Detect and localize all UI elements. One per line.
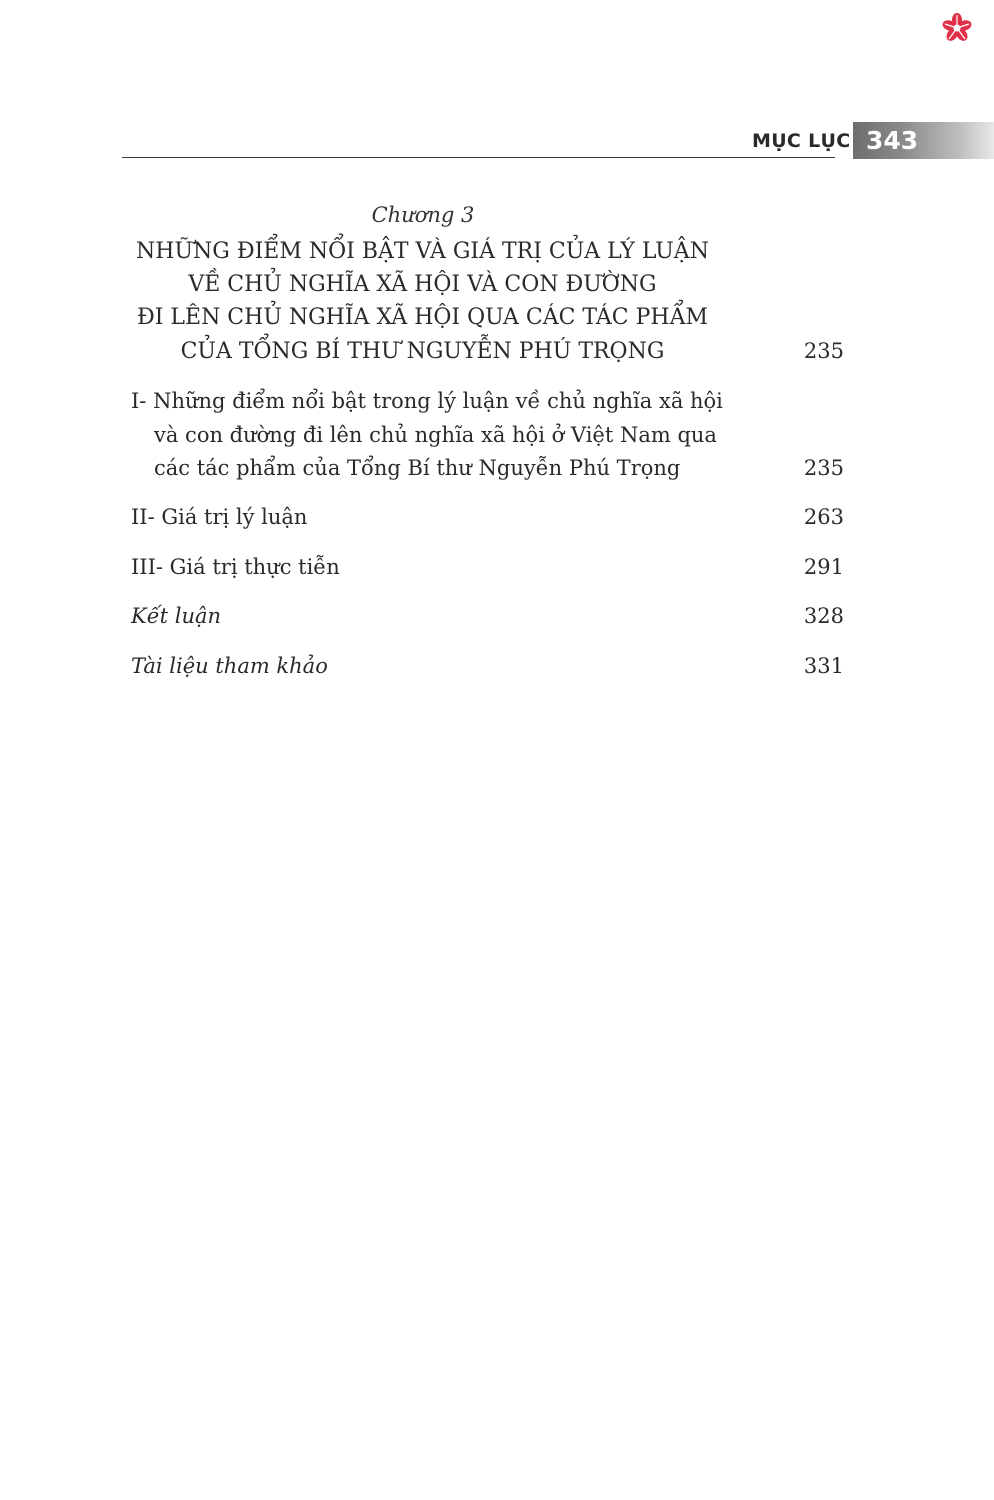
toc-entry-line: III- Giá trị thực tiễn (131, 555, 340, 579)
toc-entry-page: 235 (803, 456, 844, 480)
chapter-title-line: CỦA TỔNG BÍ THƯ NGUYỄN PHÚ TRỌNG (180, 339, 665, 364)
chapter-title-line: NHỮNG ĐIỂM NỔI BẬT VÀ GIÁ TRỊ CỦA LÝ LUẬN (136, 239, 709, 264)
toc-entry-line: các tác phẩm của Tổng Bí thư Nguyễn Phú Trọng (154, 456, 681, 480)
chapter-title-line: VỀ CHỦ NGHĨA XÃ HỘI VÀ CON ĐƯỜNG (188, 272, 657, 297)
header-rule (122, 157, 835, 158)
toc-entry-line: Tài liệu tham khảo (131, 654, 328, 678)
toc-entry-page: 328 (803, 604, 844, 628)
toc-entry-page: 331 (803, 654, 844, 678)
toc-entry-line: II- Giá trị lý luận (131, 505, 308, 529)
chapter-title-line: ĐI LÊN CHỦ NGHĨA XÃ HỘI QUA CÁC TÁC PHẨM (136, 305, 709, 330)
toc-entry-page: 263 (803, 505, 844, 529)
toc-entry-line: Kết luận (131, 604, 222, 628)
toc-entry-page: 291 (803, 555, 844, 579)
chapter-page-number: 235 (803, 339, 844, 363)
chapter-label: Chương 3 (371, 203, 475, 227)
toc-entry-line: I- Những điểm nổi bật trong lý luận về chủ nghĩa xã hội (131, 389, 723, 413)
header-section-label: MỤC LỤC (752, 130, 851, 152)
page-number: 343 (866, 126, 919, 155)
toc-entry-line: và con đường đi lên chủ nghĩa xã hội ở Việt Nam qua (154, 423, 717, 447)
publisher-logo-icon (941, 12, 973, 44)
